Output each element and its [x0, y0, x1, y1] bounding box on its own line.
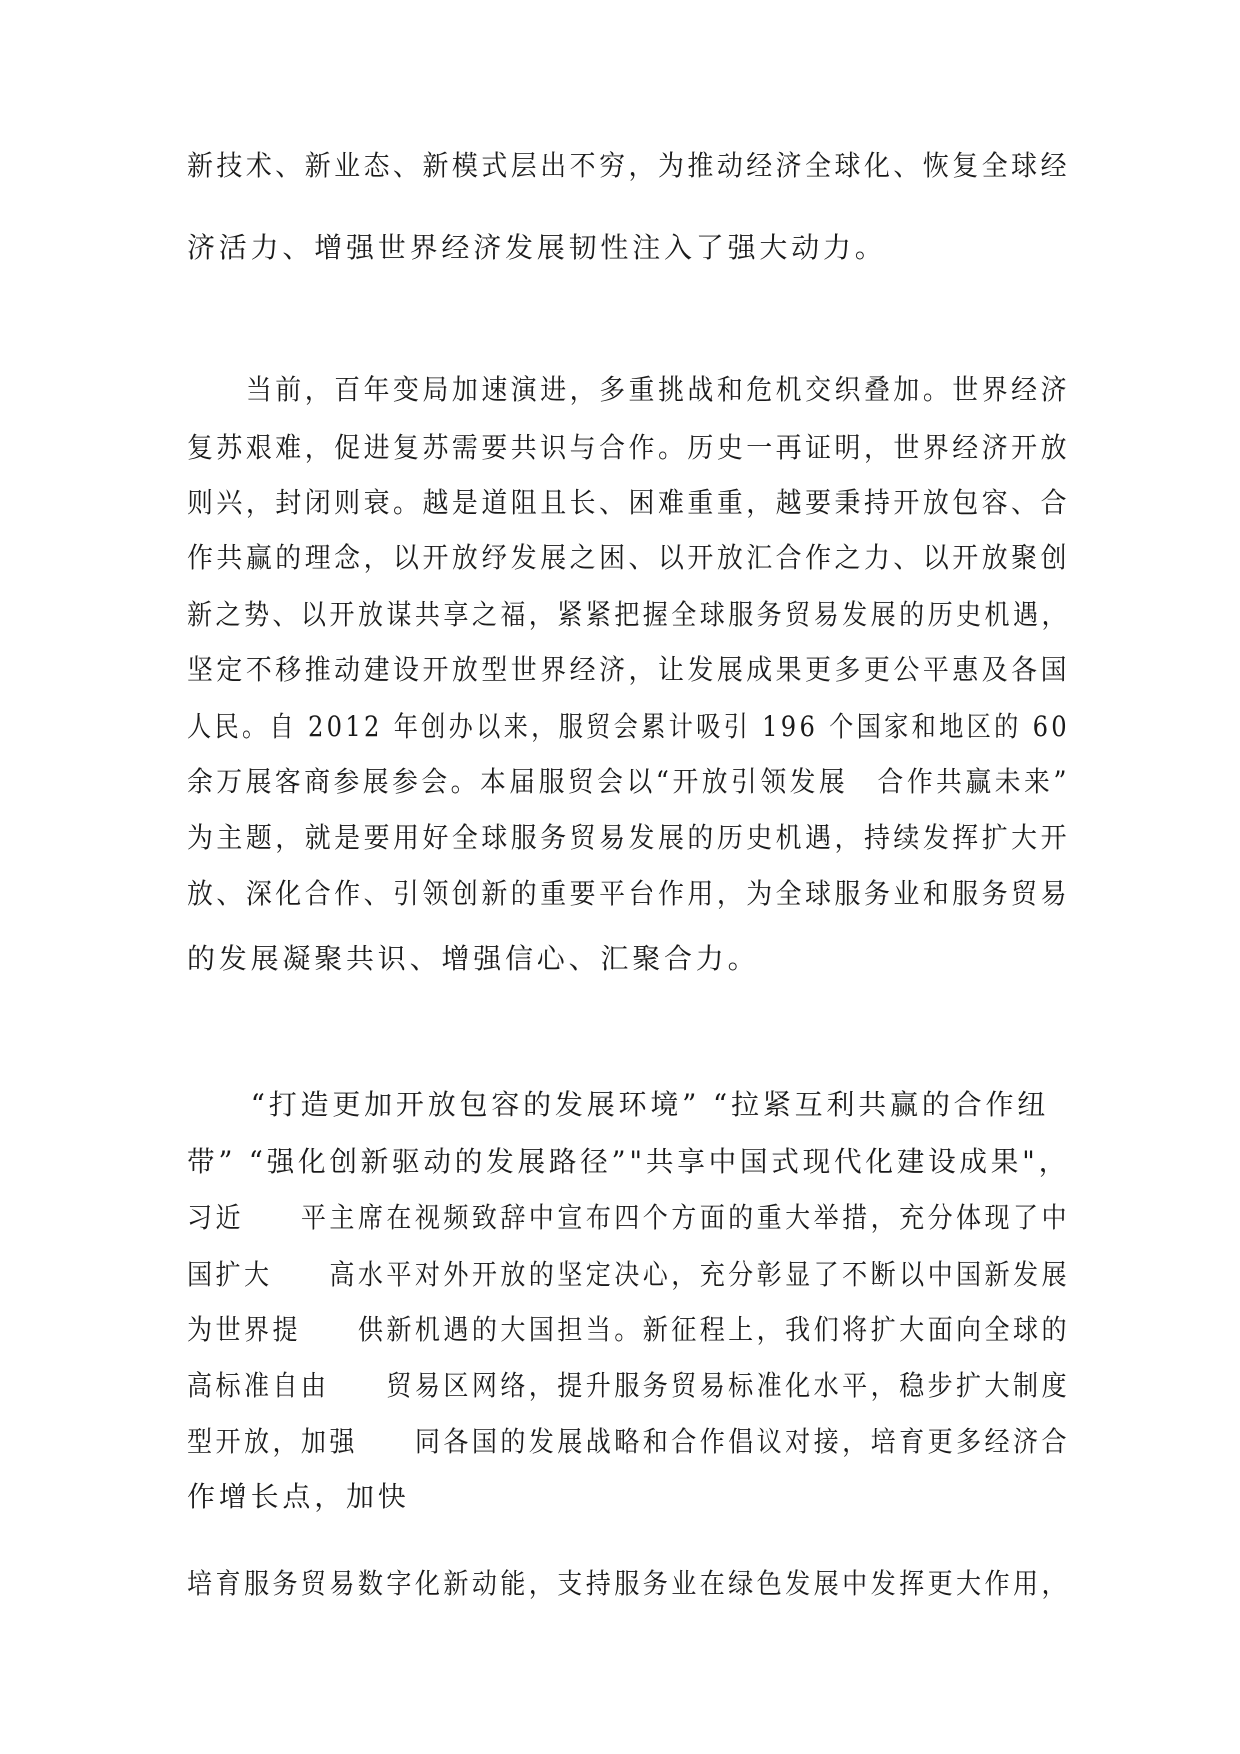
text-line: 作增长点，加快 [187, 1480, 410, 1513]
text-line: 型开放，加强 同各国的发展战略和合作倡议对接，培育更多经济合 [187, 1425, 1070, 1458]
text-line: 新技术、新业态、新模式层出不穷，为推动经济全球化、恢复全球经 [187, 149, 1071, 182]
text-line: 济活力、增强世界经济发展韧性注入了强大动力。 [187, 231, 887, 264]
text-line: 国扩大 高水平对外开放的坚定决心，充分彰显了不断以中国新发展 [187, 1258, 1070, 1291]
text-line: 习近 平主席在视频致辞中宣布四个方面的重大举措，充分体现了中 [187, 1201, 1070, 1234]
text-line: 余万展客商参展参会。本届服贸会以“开放引领发展 合作共赢未来” [187, 765, 1071, 798]
text-line: 放、深化合作、引领创新的重要平台作用，为全球服务业和服务贸易 [187, 877, 1071, 910]
text-line: 则兴，封闭则衰。越是道阻且长、困难重重，越要秉持开放包容、合 [187, 486, 1071, 519]
text-line: 带” “强化创新驱动的发展路径”"共享中国式现代化建设成果"， [187, 1145, 1070, 1178]
text-line: 新之势、以开放谋共享之福，紧紧把握全球服务贸易发展的历史机遇， [187, 598, 1070, 631]
text-line: 作共赢的理念，以开放纾发展之困、以开放汇合作之力、以开放聚创 [187, 541, 1071, 574]
text-line: 复苏艰难，促进复苏需要共识与合作。历史一再证明，世界经济开放 [187, 431, 1071, 464]
text-line: 为主题，就是要用好全球服务贸易发展的历史机遇，持续发挥扩大开 [187, 821, 1071, 854]
text-line: 的发展凝聚共识、增强信心、汇聚合力。 [187, 942, 760, 975]
text-line: 为世界提 供新机遇的大国担当。新征程上，我们将扩大面向全球的 [187, 1313, 1070, 1346]
text-line: “打造更加开放包容的发展环境” “拉紧互利共赢的合作纽 [187, 1088, 1050, 1121]
text-line: 培育服务贸易数字化新动能，支持服务业在绿色发展中发挥更大作用， [187, 1567, 1070, 1600]
text-line: 人民。自 2012 年创办以来，服贸会累计吸引 196 个国家和地区的 60 [187, 710, 1070, 743]
text-line: 高标准自由 贸易区网络，提升服务贸易标准化水平，稳步扩大制度 [187, 1369, 1070, 1402]
text-line: 当前，百年变局加速演进，多重挑战和危机交织叠加。世界经济 [187, 373, 1071, 406]
text-line: 坚定不移推动建设开放型世界经济，让发展成果更多更公平惠及各国 [187, 653, 1071, 686]
